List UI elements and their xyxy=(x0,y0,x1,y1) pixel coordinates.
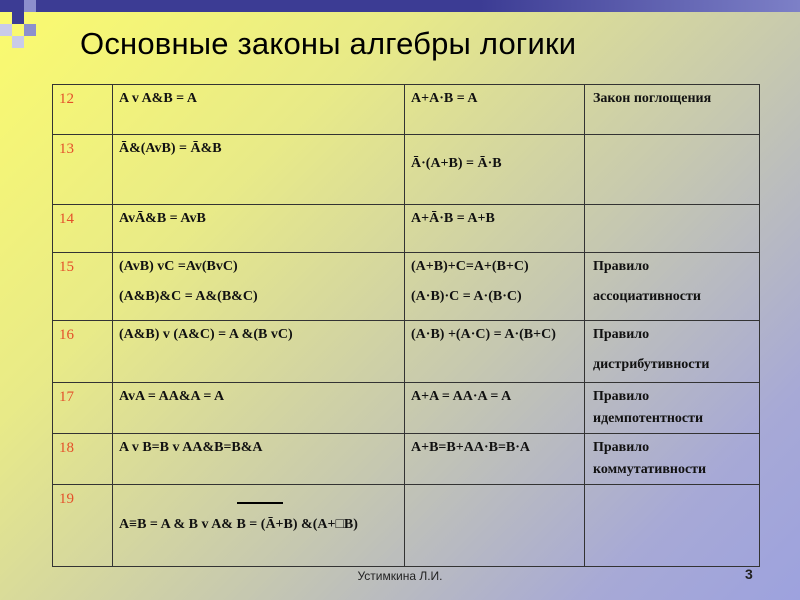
logic-formula-cell xyxy=(113,253,405,321)
cell-line: ассоциативности xyxy=(593,289,701,305)
law-number: 17 xyxy=(53,383,113,434)
cell-line: (AvB) vC =Av(BvC) xyxy=(119,259,238,274)
cell-line: A v B=B v AA&B=B&A xyxy=(119,440,263,456)
cell-line: Закон поглощения xyxy=(593,91,712,106)
law-number: 12 xyxy=(53,85,113,135)
cell-line: A v A&B = A xyxy=(119,91,197,106)
cell-line: AvA = AA&A = A xyxy=(119,389,225,404)
table-row xyxy=(53,434,760,484)
law-number: 19 xyxy=(53,484,113,566)
logic-formula-cell xyxy=(113,135,405,205)
law-number: 13 xyxy=(53,135,113,205)
algebra-formula-cell xyxy=(405,253,585,321)
algebra-formula-cell xyxy=(405,321,585,383)
law-name-cell xyxy=(585,321,760,383)
cell-line: AvĀ&B = AvB xyxy=(119,211,206,226)
cell-line: (A&B)&C = A&(B&C) xyxy=(119,289,258,305)
table-row xyxy=(53,135,760,205)
cell-empty-col4 xyxy=(585,484,760,566)
cell-empty-col3 xyxy=(405,484,585,566)
cell-line: Правило xyxy=(593,440,650,456)
cell-line: Ā&(AvB) = Ā&B xyxy=(119,141,222,156)
logic-formula-cell xyxy=(113,85,405,135)
cell-line: коммутативности xyxy=(593,461,707,477)
law-number: 16 xyxy=(53,321,113,383)
law-number: 15 xyxy=(53,253,113,321)
top-decorative-bar xyxy=(0,0,800,12)
cell-line: A+A = AA·A = A xyxy=(411,389,512,404)
table-row xyxy=(53,205,760,253)
logic-formula-cell xyxy=(113,434,405,484)
law-name-cell xyxy=(585,85,760,135)
logic-formula-cell xyxy=(113,205,405,253)
cell-line: Правило xyxy=(593,259,650,274)
slide-title: Основные законы алгебры логики xyxy=(80,26,577,61)
table-row xyxy=(53,85,760,135)
formula-text: A≡B = A & B v A& B = (Ā+B) &(A+□B) xyxy=(119,516,358,532)
cell-line: идемпотентности xyxy=(593,411,704,427)
algebra-formula-cell xyxy=(405,135,585,205)
cell-line: дистрибутивности xyxy=(593,357,710,373)
cell-line: (A&B) v (A&C) = A &(B vC) xyxy=(119,327,293,342)
equivalence-formula-cell xyxy=(113,484,405,566)
logic-formula-cell xyxy=(113,383,405,434)
table-row xyxy=(53,383,760,434)
law-name-cell xyxy=(585,383,760,434)
algebra-formula-cell xyxy=(405,205,585,253)
logic-laws-table xyxy=(52,84,760,567)
algebra-formula-cell xyxy=(405,85,585,135)
cell-line: (A·B) +(A·C) = A·(B+C) xyxy=(411,327,556,342)
law-number: 14 xyxy=(53,205,113,253)
cell-line: Ā·(A+B) = Ā·B xyxy=(411,156,502,171)
table-row xyxy=(53,253,760,321)
page-number: 3 xyxy=(745,566,753,582)
logic-formula-cell xyxy=(113,321,405,383)
cell-line: Правило xyxy=(593,327,650,342)
cell-line: (A+B)+C=A+(B+C) xyxy=(411,259,529,274)
cell-line: Правило xyxy=(593,389,650,404)
cell-line: A+Ā·B = A+B xyxy=(411,211,495,226)
cell-line: A+A·B = A xyxy=(411,91,478,106)
law-name-cell xyxy=(585,135,760,205)
table-row xyxy=(53,321,760,383)
cell-line: A+B=B+AA·B=B·A xyxy=(411,440,531,456)
algebra-formula-cell xyxy=(405,434,585,484)
cell-line: (A·B)·C = A·(B·C) xyxy=(411,289,522,305)
law-name-cell xyxy=(585,434,760,484)
table-row xyxy=(53,484,760,566)
law-name-cell xyxy=(585,253,760,321)
law-name-cell xyxy=(585,205,760,253)
footer-author: Устимкина Л.И. xyxy=(357,569,443,583)
law-number: 18 xyxy=(53,434,113,484)
algebra-formula-cell xyxy=(405,383,585,434)
negation-bar xyxy=(237,502,283,504)
